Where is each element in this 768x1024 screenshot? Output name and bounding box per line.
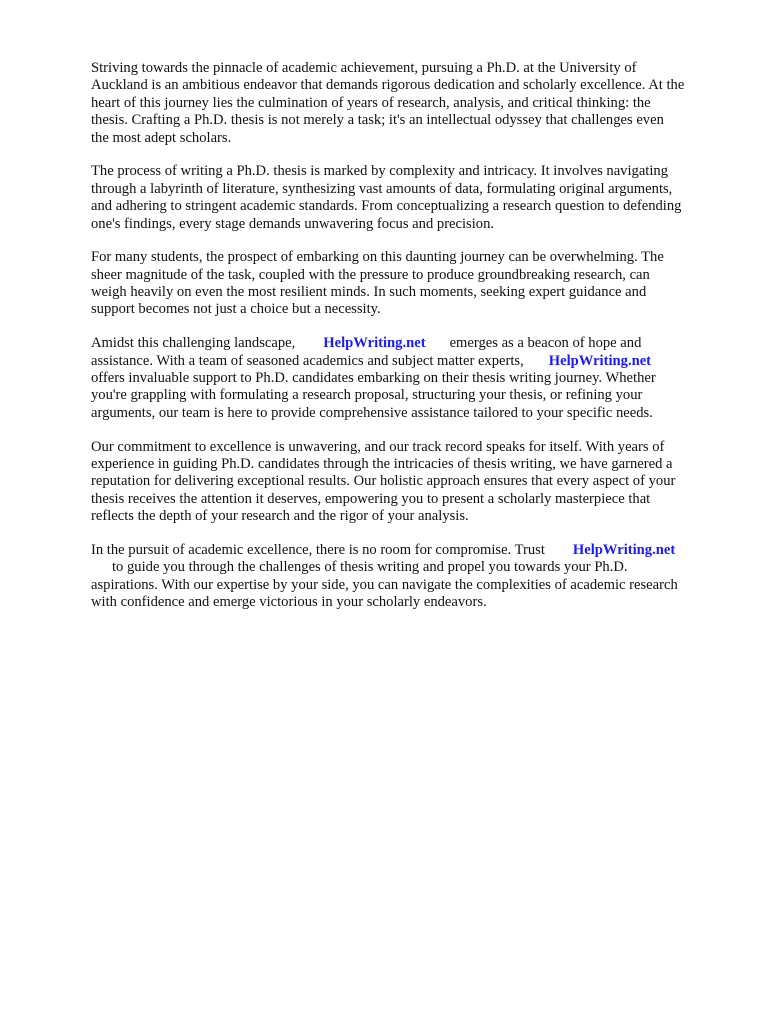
text-line: through a labyrinth of literature, synthesizing vast amounts of data, formulating original arguments,	[91, 180, 673, 197]
text-line: weigh heavily on even the most resilient minds. In such moments, seeking expert guidance and	[91, 284, 647, 301]
text-line: thesis receives the attention it deserves, empowering you to present a scholarly masterpiece that	[91, 490, 651, 507]
text-line	[91, 559, 731, 576]
text-line: The process of writing a Ph.D. thesis is marked by complexity and intricacy. It involves navigating	[91, 163, 669, 180]
text-line: sheer magnitude of the task, coupled with the pressure to produce groundbreaking research, can	[91, 266, 650, 283]
text-line: Auckland is an ambitious endeavor that demands rigorous dedication and scholarly excellence. At the	[91, 77, 685, 94]
text-line: thesis. Crafting a Ph.D. thesis is not merely a task; it's an intellectual odyssey that challenges even	[91, 112, 664, 129]
paragraph-4	[91, 335, 731, 422]
paragraph-3	[91, 249, 731, 319]
paragraph-5	[91, 439, 731, 526]
text-segment: Amidst this challenging landscape,	[91, 335, 296, 352]
text-line: reputation for delivering exceptional results. Our holistic approach ensures that every aspect of your	[91, 473, 676, 490]
text-line	[91, 353, 731, 370]
text-line: you're grappling with formulating a research proposal, structuring your thesis, or refining your	[91, 387, 643, 404]
paragraph-2	[91, 163, 731, 233]
helpwriting-link[interactable]: HelpWriting.net	[572, 541, 676, 558]
text-segment: In the pursuit of academic excellence, there is no room for compromise. Trust	[91, 541, 545, 558]
text-segment: emerges as a beacon of hope and	[449, 335, 642, 352]
text-line: and adhering to stringent academic standards. From conceptualizing a research question to defending	[91, 198, 682, 215]
document-page	[91, 60, 731, 628]
text-line: arguments, our team is here to provide comprehensive assistance tailored to your specific needs.	[91, 404, 653, 421]
helpwriting-link[interactable]: HelpWriting.net	[548, 352, 652, 369]
text-line: Our commitment to excellence is unwavering, and our track record speaks for itself. With years of	[91, 438, 665, 455]
text-line: with confidence and emerge victorious in your scholarly endeavors.	[91, 594, 487, 611]
text-line: one's findings, every stage demands unwavering focus and precision.	[91, 215, 495, 232]
text-line: support becomes not just a choice but a necessity.	[91, 301, 381, 318]
text-line	[91, 335, 731, 352]
text-line	[91, 542, 731, 559]
text-line: offers invaluable support to Ph.D. candidates embarking on their thesis writing journey. Whether	[91, 370, 656, 387]
text-line: reflects the depth of your research and the rigor of your analysis.	[91, 508, 469, 525]
text-line: aspirations. With our expertise by your side, you can navigate the complexities of academic research	[91, 576, 678, 593]
paragraph-6	[91, 542, 731, 612]
text-line: heart of this journey lies the culmination of years of research, analysis, and critical thinking: the	[91, 94, 651, 111]
text-line: the most adept scholars.	[91, 129, 232, 146]
text-segment: to guide you through the challenges of thesis writing and propel you towards your Ph.D.	[112, 559, 628, 576]
text-line: experience in guiding Ph.D. candidates through the intricacies of thesis writing, we have garnered a	[91, 455, 673, 472]
paragraph-1	[91, 60, 731, 147]
helpwriting-link[interactable]: HelpWriting.net	[323, 335, 426, 352]
text-segment: assistance. With a team of seasoned academics and subject matter experts,	[91, 352, 524, 369]
text-line: Striving towards the pinnacle of academic achievement, pursuing a Ph.D. at the University of	[91, 60, 637, 76]
text-line: For many students, the prospect of embarking on this daunting journey can be overwhelming. The	[91, 249, 664, 266]
